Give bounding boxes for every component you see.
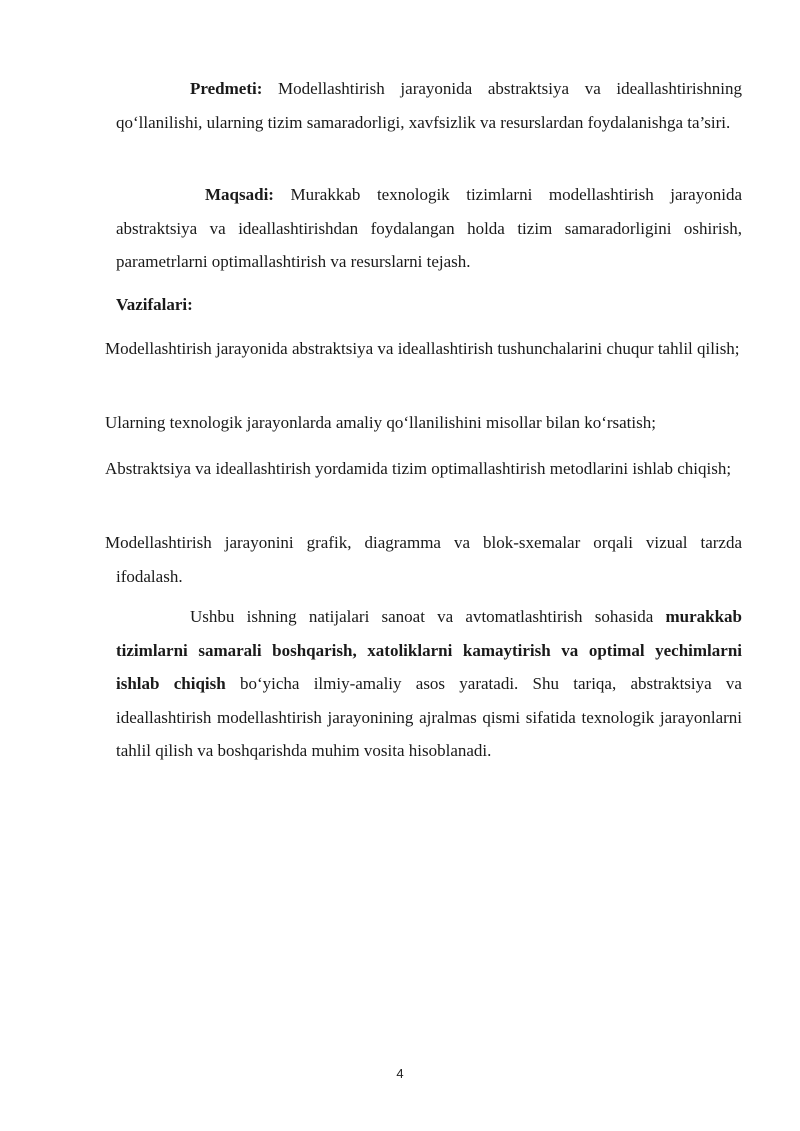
conclusion-bold: murakkab tizimlarni samarali boshqarish, xatoliklarni kamaytirish va optimal yechimlarni ishlab chiqish — [116, 607, 742, 693]
goal-label: Maqsadi: — [205, 185, 274, 204]
page-number: 4 — [396, 1066, 404, 1081]
goal-paragraph — [116, 178, 742, 279]
subject-paragraph — [116, 72, 742, 139]
task-item: Abstraktsiya va ideallashtirish yordamida tizim optimallashtirish metodlarini ishlab chiqish; — [105, 459, 732, 478]
tasks-heading: Vazifalari: — [116, 295, 193, 314]
goal-text: Murakkab texnologik tizimlarni modellashtirish jarayonida abstraktsiya va ideallashtirishdan foydalangan holda tizim samaradorligini oshirish, parametrlarni optimallashtirish va resurslarni tejash. — [116, 185, 742, 271]
conclusion-rest: bo‘yicha ilmiy-amaliy asos yaratadi. Shu tariqa, abstraktsiya va ideallashtirish modellashtirish jarayonining ajralmas qismi sifatida texnologik jarayonlarni tahlil qilish va boshqarishda muhim vosita hisoblanadi. — [116, 674, 742, 760]
conclusion-intro: Ushbu ishning natijalari sanoat va avtomatlashtirish sohasida — [190, 607, 666, 626]
subject-label: Predmeti: — [190, 79, 263, 98]
task-item: Modellashtirish jarayonida abstraktsiya va ideallashtirish tushunchalarini chuqur tahlil qilish; — [105, 339, 740, 358]
conclusion-paragraph — [116, 600, 742, 768]
task-item: Ularning texnologik jarayonlarda amaliy qo‘llanilishini misollar bilan ko‘rsatish; — [105, 413, 656, 432]
subject-text: Modellashtirish jarayonida abstraktsiya va ideallashtirishning qo‘llanilishi, ularning tizim samaradorligi, xavfsizlik va resurslardan foydalanishga ta’siri. — [116, 79, 742, 132]
task-item: Modellashtirish jarayonini grafik, diagramma va blok-sxemalar orqali vizual tarzda ifodalash. — [105, 533, 742, 586]
